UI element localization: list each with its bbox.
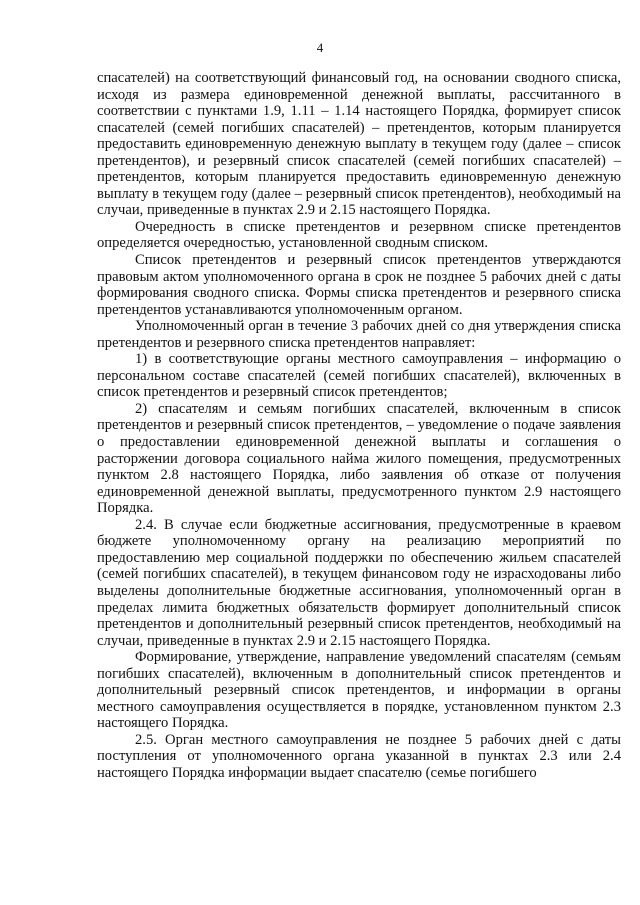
paragraph-item-2: 2) спасателям и семьям погибших спасателей, включенным в список претендентов и резервный список претендентов, – уведомление о подаче заявления о предоставлении единовременной денежной выплаты и соглашения о расторжении договора социального найма жилого помещения, предусмотренных пунктом 2.8 настоящего Порядка, либо заявления об отказе от получения единовременной денежной выплаты, предусмотренного пунктом 2.9 настоящего Порядка. xyxy=(97,400,621,517)
paragraph-item-1: 1) в соответствующие органы местного самоуправления – информацию о персональном составе спасателей (семей погибших спасателей), включенных в список претендентов и резервный список претендентов; xyxy=(97,351,621,401)
document-body xyxy=(97,70,621,782)
paragraph-approval: Список претендентов и резервный список претендентов утверждаются правовым актом уполномоченного органа в срок не позднее 5 рабочих дней с даты формирования сводного списка. Формы списка претендентов и резервного списка претендентов устанавливаются уполномоченным органом. xyxy=(97,252,621,318)
paragraph-notification-intro: Уполномоченный орган в течение 3 рабочих дней со дня утверждения списка претендентов и резервного списка претендентов направляет: xyxy=(97,318,621,351)
paragraph-section-2-4: 2.4. В случае если бюджетные ассигнования, предусмотренные в краевом бюджете уполномоченному органу на реализацию мероприятий по предоставлению мер социальной поддержки по обеспечению жильем спасателей (семей погибших спасателей), в текущем финансовом году не израсходованы либо выделены дополнительные бюджетные ассигнования, уполномоченный орган в пределах лимита бюджетных обязательств формирует дополнительный список претендентов и дополнительный резервный список претендентов, необходимый на случаи, приведенные в пунктах 2.9 и 2.15 настоящего Порядка. xyxy=(97,516,621,649)
paragraph-queue-order: Очередность в списке претендентов и резервном списке претендентов определяется очередностью, установленной сводным списком. xyxy=(97,218,621,252)
page-number: 4 xyxy=(316,40,324,55)
paragraph-section-2-5: 2.5. Орган местного самоуправления не позднее 5 рабочих дней с даты поступления от уполномоченного органа указанной в пунктах 2.3 или 2.4 настоящего Порядка информации выдает спасателю (семье погибшего xyxy=(97,731,621,781)
paragraph-continuation: спасателей) на соответствующий финансовый год, на основании сводного списка, исходя из размера единовременной денежной выплаты, рассчитанного в соответствии с пунктами 1.9, 1.11 – 1.14 настоящего Порядка, формирует список спасателей (семей погибших спасателей) – претендентов, которым планируется предоставить единовременную денежную выплату в текущем году (далее – список претендентов), и резервный список спасателей (семей погибших спасателей) – претендентов, которым планируется предоставить единовременную денежную выплату в текущем году (далее – резервный список претендентов), необходимый на случаи, приведенные в пунктах 2.9 и 2.15 настоящего Порядка. xyxy=(97,70,621,219)
paragraph-formation: Формирование, утверждение, направление уведомлений спасателям (семьям погибших спасателей), включенным в дополнительный список претендентов и дополнительный резервный список претендентов, и информации в органы местного самоуправления осуществляется в порядке, установленном пунктом 2.3 настоящего Порядка. xyxy=(97,649,621,732)
